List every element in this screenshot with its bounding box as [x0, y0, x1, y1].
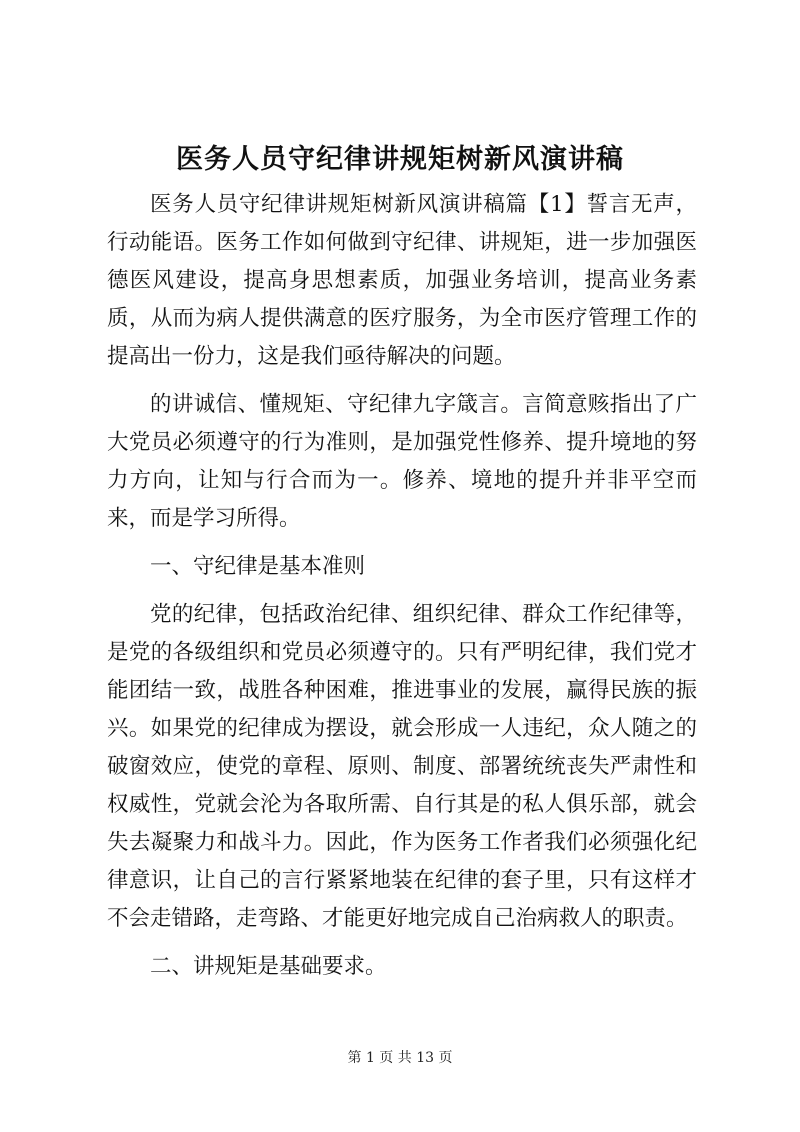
paragraph-intro: 医务人员守纪律讲规矩树新风演讲稿篇【1】誓言无声，行动能语。医务工作如何做到守纪律、讲规矩，进一步加强医德医风建设，提高身思想素质，加强业务培训，提高业务素质，从而为病人提供满意的医疗服务，为全市医疗管理工作的提高出一份力，这是我们亟待解决的问题。 — [107, 192, 697, 369]
section-heading-rules: 二、讲规矩是基础要求。 — [150, 954, 387, 979]
document-body — [107, 186, 697, 996]
paragraph-integrity: 的讲诚信、懂规矩、守纪律九字箴言。言简意赅指出了广大党员必须遵守的行为准则，是加强党性修养、提升境地的努力方向，让知与行合而为一。修养、境地的提升并非平空而来，而是学习所得。 — [107, 392, 697, 531]
paragraph-discipline: 党的纪律，包括政治纪律、组织纪律、群众工作纪律等，是党的各级组织和党员必须遵守的。只有严明纪律，我们党才能团结一致，战胜各种困难，推进事业的发展，赢得民族的振兴。如果党的纪律成为摆设，就会形成一人违纪，众人随之的破窗效应，使党的章程、原则、制度、部署统统丧失严肃性和权威性，党就会沦为各取所需、自行其是的私人俱乐部，就会失去凝聚力和战斗力。因此，作为医务工作者我们必须强化纪律意识，让自己的言行紧紧地装在纪律的套子里，只有这样才不会走错路，走弯路、才能更好地完成自己治病救人的职责。 — [107, 602, 697, 931]
section-heading-discipline: 一、守纪律是基本准则 — [150, 554, 366, 579]
page-number-footer: 第 1 页 共 13 页 — [347, 1050, 453, 1066]
page-title: 医务人员守纪律讲规矩树新风演讲稿 — [176, 144, 624, 175]
